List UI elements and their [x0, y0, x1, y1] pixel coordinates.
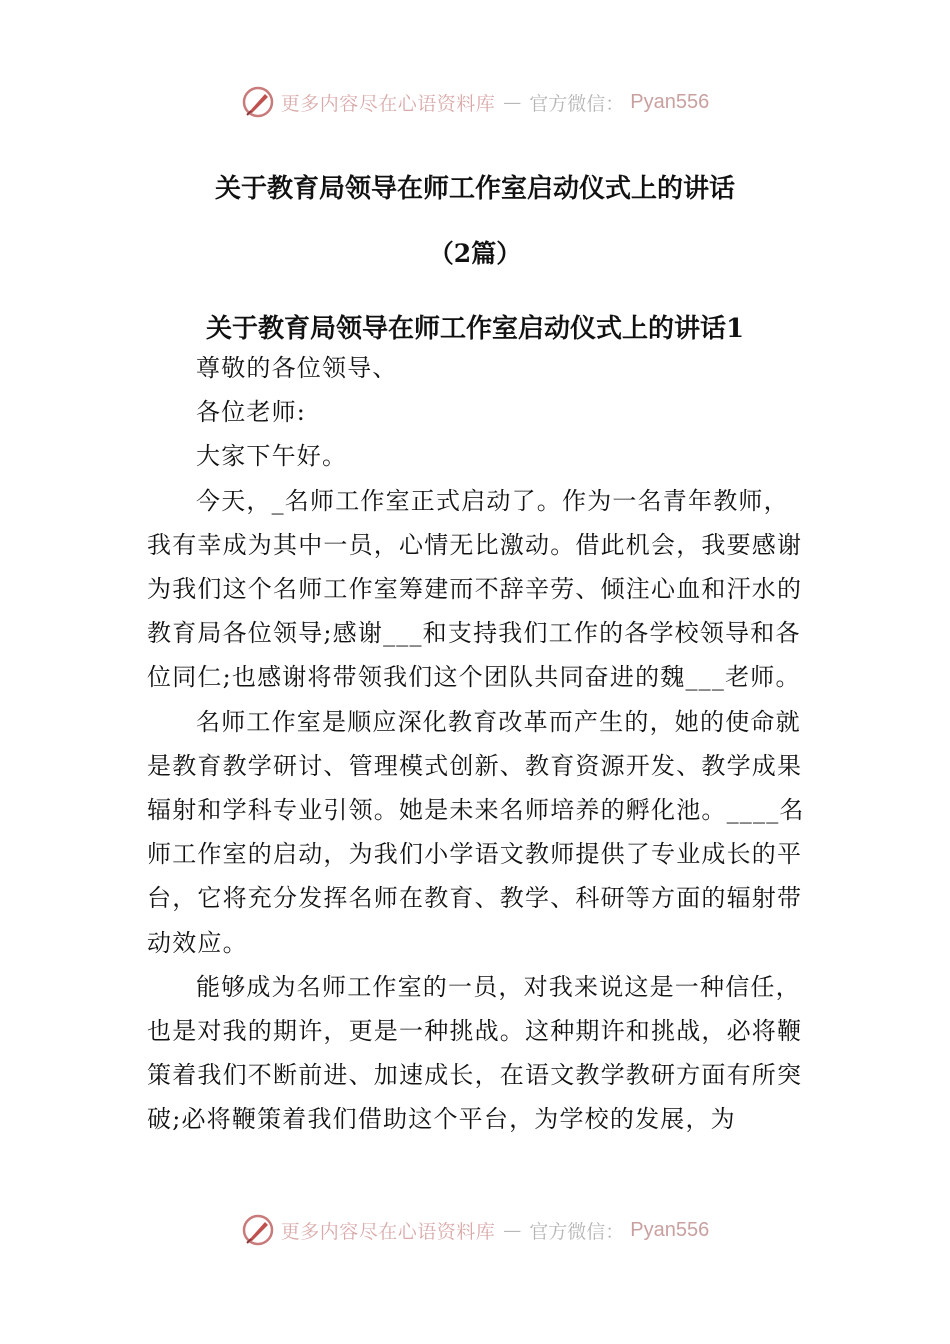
watermark-wechat-label: 官方微信：: [529, 1220, 625, 1243]
body-paragraph: 能够成为名师工作室的一员，对我来说这是一种信任，也是对我的期许，更是一种挑战。这种期许和挑战，必将鞭策着我们不断前进、加速成长，在语文教学教研方面有所突破;必将鞭策着我们借助这个平台，为学校的发展，为: [147, 972, 803, 1134]
watermark-wechat-id: Pyan556: [630, 90, 710, 113]
watermark-brand-text: 更多内容尽在心语资料库: [280, 92, 496, 115]
salutation-line-1: 尊敬的各位领导、: [196, 354, 398, 382]
document-count: （2篇）: [428, 239, 522, 268]
speech-body: [147, 346, 807, 1142]
watermark-separator: —: [503, 91, 522, 113]
watermark-separator: —: [503, 1219, 522, 1241]
quill-pen-logo-icon: [241, 1213, 275, 1247]
watermark-banner-top: [0, 82, 950, 122]
document-title: 关于教育局领导在师工作室启动仪式上的讲话: [214, 174, 735, 204]
salutation-line-2: 各位老师:: [196, 398, 307, 427]
speech-subtitle: 关于教育局领导在师工作室启动仪式上的讲话1: [205, 314, 745, 344]
watermark-wechat-id: Pyan556: [630, 1218, 710, 1241]
quill-pen-logo-icon: [241, 85, 275, 119]
body-paragraph: 名师工作室是顺应深化教育改革而产生的，她的使命就是教育教学研讨、管理模式创新、教育资源开发、教学成果辐射和学科专业引领。她是未来名师培养的孵化池。____名师工作室的启动，为我们小学语文教师提供了专业成长的平台，它将充分发挥名师在教育、教学、科研等方面的辐射带动效应。: [147, 707, 805, 957]
greeting-line: 大家下午好。: [196, 442, 348, 471]
watermark-brand-text: 更多内容尽在心语资料库: [280, 1220, 496, 1243]
watermark-wechat-label: 官方微信：: [529, 92, 625, 115]
body-paragraph: 今天，_名师工作室正式启动了。作为一名青年教师，我有幸成为其中一员，心情无比激动。借此机会，我要感谢为我们这个名师工作室筹建而不辞辛劳、倾注心血和汗水的教育局各位领导;感谢___和支持我们工作的各学校领导和各位同仁;也感谢将带领我们这个团队共同奋进的魏___老师。: [147, 486, 803, 692]
watermark-banner-bottom: [0, 1210, 950, 1250]
